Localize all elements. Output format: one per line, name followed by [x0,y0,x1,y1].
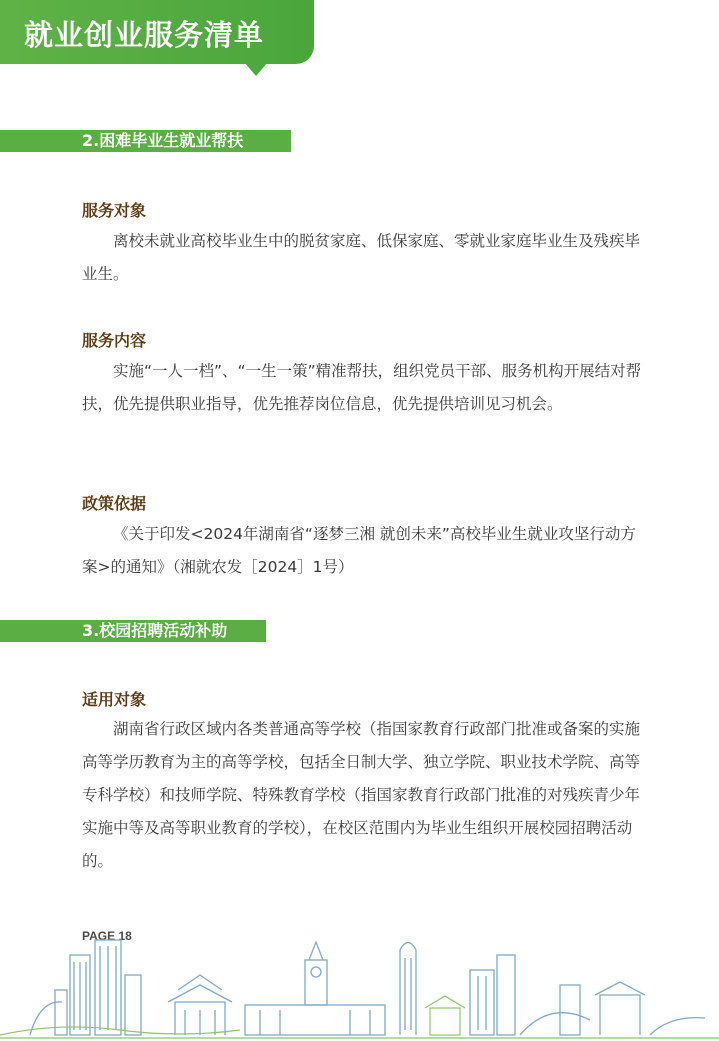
block-heading: 服务对象 [82,201,147,220]
section-title: 2.困难毕业生就业帮扶 [82,131,244,150]
title-banner [0,0,314,64]
block-heading: 政策依据 [82,494,147,513]
city-skyline-illustration [0,930,719,1041]
page-title: 就业创业服务清单 [24,18,265,52]
block-text: 《关于印发<2024年湖南省“逐梦三湘 就创未来”高校毕业生就业攻坚行动方案>的通知》（湘就农发［2024］1号） [82,525,636,576]
page-number: PAGE 18 [82,929,132,943]
block-text: 湖南省行政区域内各类普通高等学校（指国家教育行政部门批准或备案的实施高等学历教育为主的高等学校，包括全日制大学、独立学院、职业技术学院、高等专科学校）和技师学院、特殊教育学校（指国家教育行政部门批准的对残疾青少年实施中等及高等职业教育的学校），在校区范围内为毕业生组织开展校园招聘活动的。 [82,720,641,870]
block-heading: 适用对象 [82,690,147,709]
block-heading: 服务内容 [82,331,147,350]
banner-pointer [244,62,268,76]
block-text: 离校未就业高校毕业生中的脱贫家庭、低保家庭、零就业家庭毕业生及残疾毕业生。 [82,232,641,283]
block-text: 实施“一人一档”、“一生一策”精准帮扶，组织党员干部、服务机构开展结对帮扶，优先提供职业指导，优先推荐岗位信息，优先提供培训见习机会。 [82,362,642,413]
section-title: 3.校园招聘活动补助 [82,621,228,640]
